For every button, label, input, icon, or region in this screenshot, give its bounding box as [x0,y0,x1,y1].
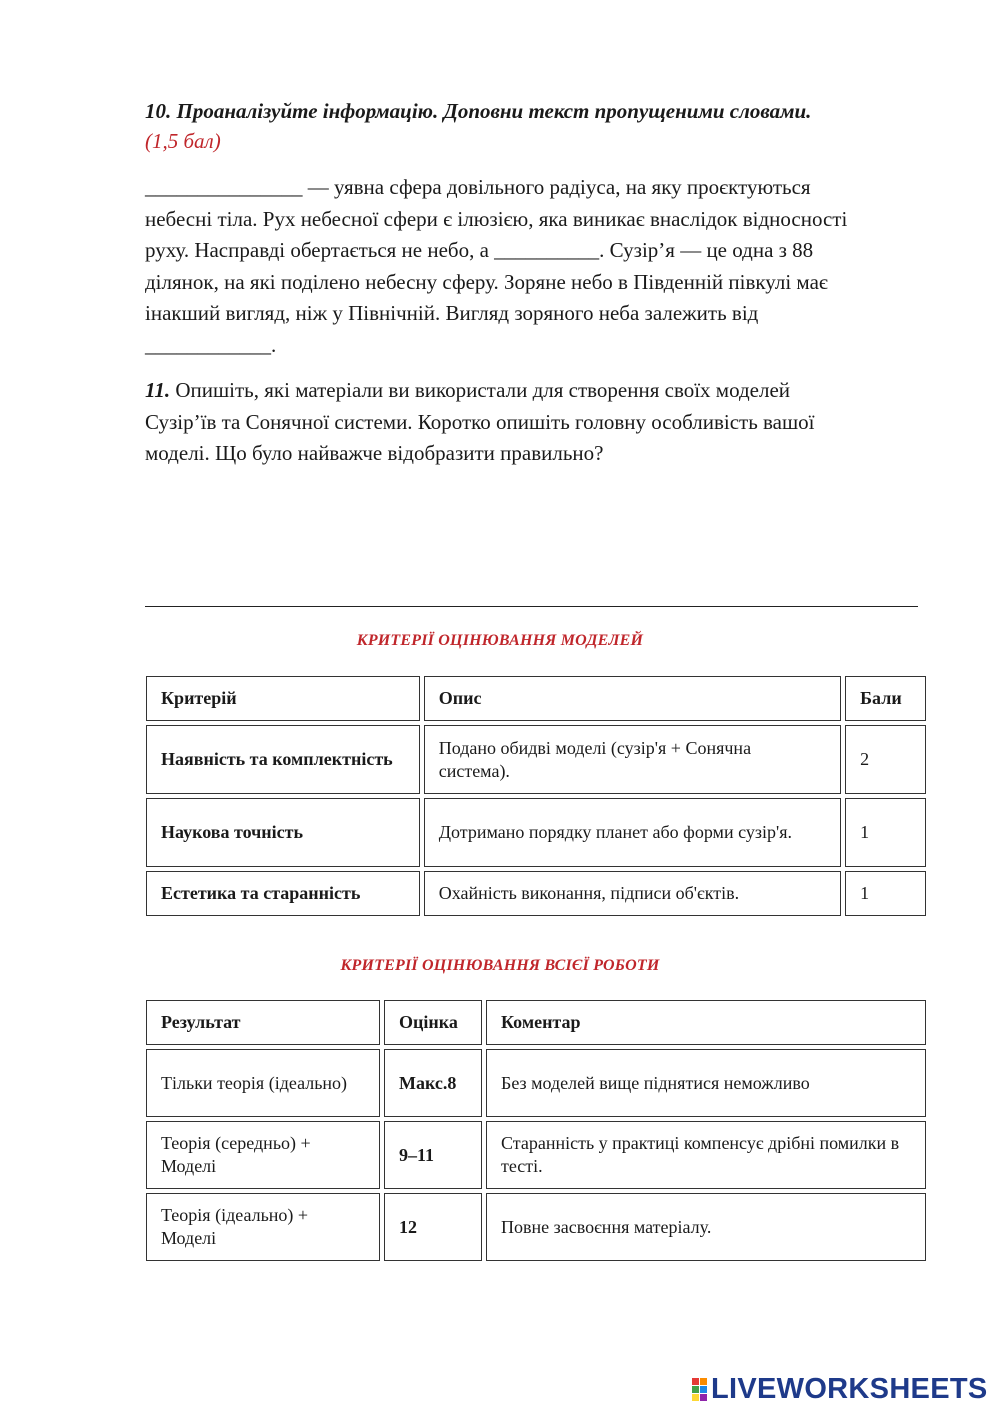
logo-squares-icon [692,1378,707,1401]
table-row [146,725,926,794]
logo-text: LIVEWORKSHEETS [711,1373,988,1405]
column-header: Бали [845,676,926,721]
question-11-text: Опишіть, які матеріали ви використали для створення своїх моделей [170,378,791,402]
table-row [146,1121,926,1189]
question-10-line: руху. Насправді обертається не небо, а __________. Сузір’я — це одна з 88 [145,238,814,262]
question-10-line: інакший вигляд, ніж у Північній. Вигляд зоряного неба залежить від [145,301,759,325]
description-cell: Дотримано порядку планет або форми сузір'я. [424,798,841,867]
question-11 [145,375,945,470]
question-11-number: 11. [145,378,171,402]
column-header: Критерій [146,676,420,721]
comment-cell: Старанність у практиці компенсує дрібні помилки в тесті. [486,1121,926,1189]
work-criteria-table [142,996,930,1265]
table-header-row [146,676,926,721]
question-11-line: Сузір’їв та Сонячної системи. Коротко опишіть головну особливість вашої [145,409,815,434]
table-row [146,871,926,916]
criterion-cell: Естетика та старанність [146,871,420,916]
points-cell: 2 [845,725,926,794]
liveworksheets-logo[interactable] [692,1374,988,1404]
result-cell: Тільки теорія (ідеально) [146,1049,380,1117]
logo-square [700,1394,707,1401]
work-criteria-title: КРИТЕРІЇ ОЦІНЮВАННЯ ВСІЄЇ РОБОТИ [340,957,660,974]
column-header: Коментар [486,1000,926,1045]
models-criteria-table [142,672,930,920]
grade-cell: 9–11 [384,1121,482,1189]
table-header-row [146,1000,926,1045]
question-10-title: 10. Проаналізуйте інформацію. Доповни текст пропущеними словами. [145,99,812,123]
grade-cell: 12 [384,1193,482,1261]
comment-cell: Без моделей вище піднятися неможливо [486,1049,926,1117]
points-cell: 1 [845,798,926,867]
criterion-cell: Наукова точність [146,798,420,867]
logo-square [700,1386,707,1393]
question-10-points: (1,5 бал) [145,129,221,153]
result-cell: Теорія (середньо) + Моделі [146,1121,380,1189]
question-10-line: ділянок, на які поділено небесну сферу. Зоряне небо в Південній півкулі має [145,269,828,294]
column-header: Результат [146,1000,380,1045]
table-row [146,1049,926,1117]
description-cell: Охайність виконання, підписи об'єктів. [424,871,841,916]
question-10-line: _______________ — уявна сфера довільного радіуса, на яку проєктуються [145,175,811,199]
answer-line[interactable] [145,606,918,607]
question-10-text [145,172,945,361]
comment-cell: Повне засвоєння матеріалу. [486,1193,926,1261]
logo-square [692,1386,699,1393]
result-cell: Теорія (ідеально) + Моделі [146,1193,380,1261]
models-criteria-title: КРИТЕРІЇ ОЦІНЮВАННЯ МОДЕЛЕЙ [356,632,644,649]
points-cell: 1 [845,871,926,916]
logo-square [700,1378,707,1385]
column-header: Оцінка [384,1000,482,1045]
criterion-cell: Наявність та комплектність [146,725,420,794]
table-row [146,1193,926,1261]
question-11-line: моделі. Що було найважче відобразити правильно? [145,441,604,465]
logo-square [692,1394,699,1401]
question-11-line [145,375,945,407]
table-row [146,798,926,867]
question-10-line: небесні тіла. Рух небесної сфери є ілюзією, яка виникає внаслідок відносності [145,206,848,231]
column-header: Опис [424,676,841,721]
grade-cell: Макс.8 [384,1049,482,1117]
logo-square [692,1378,699,1385]
description-cell: Подано обидві моделі (сузір'я + Сонячна система). [424,725,841,794]
question-10-line: ____________. [145,332,277,357]
